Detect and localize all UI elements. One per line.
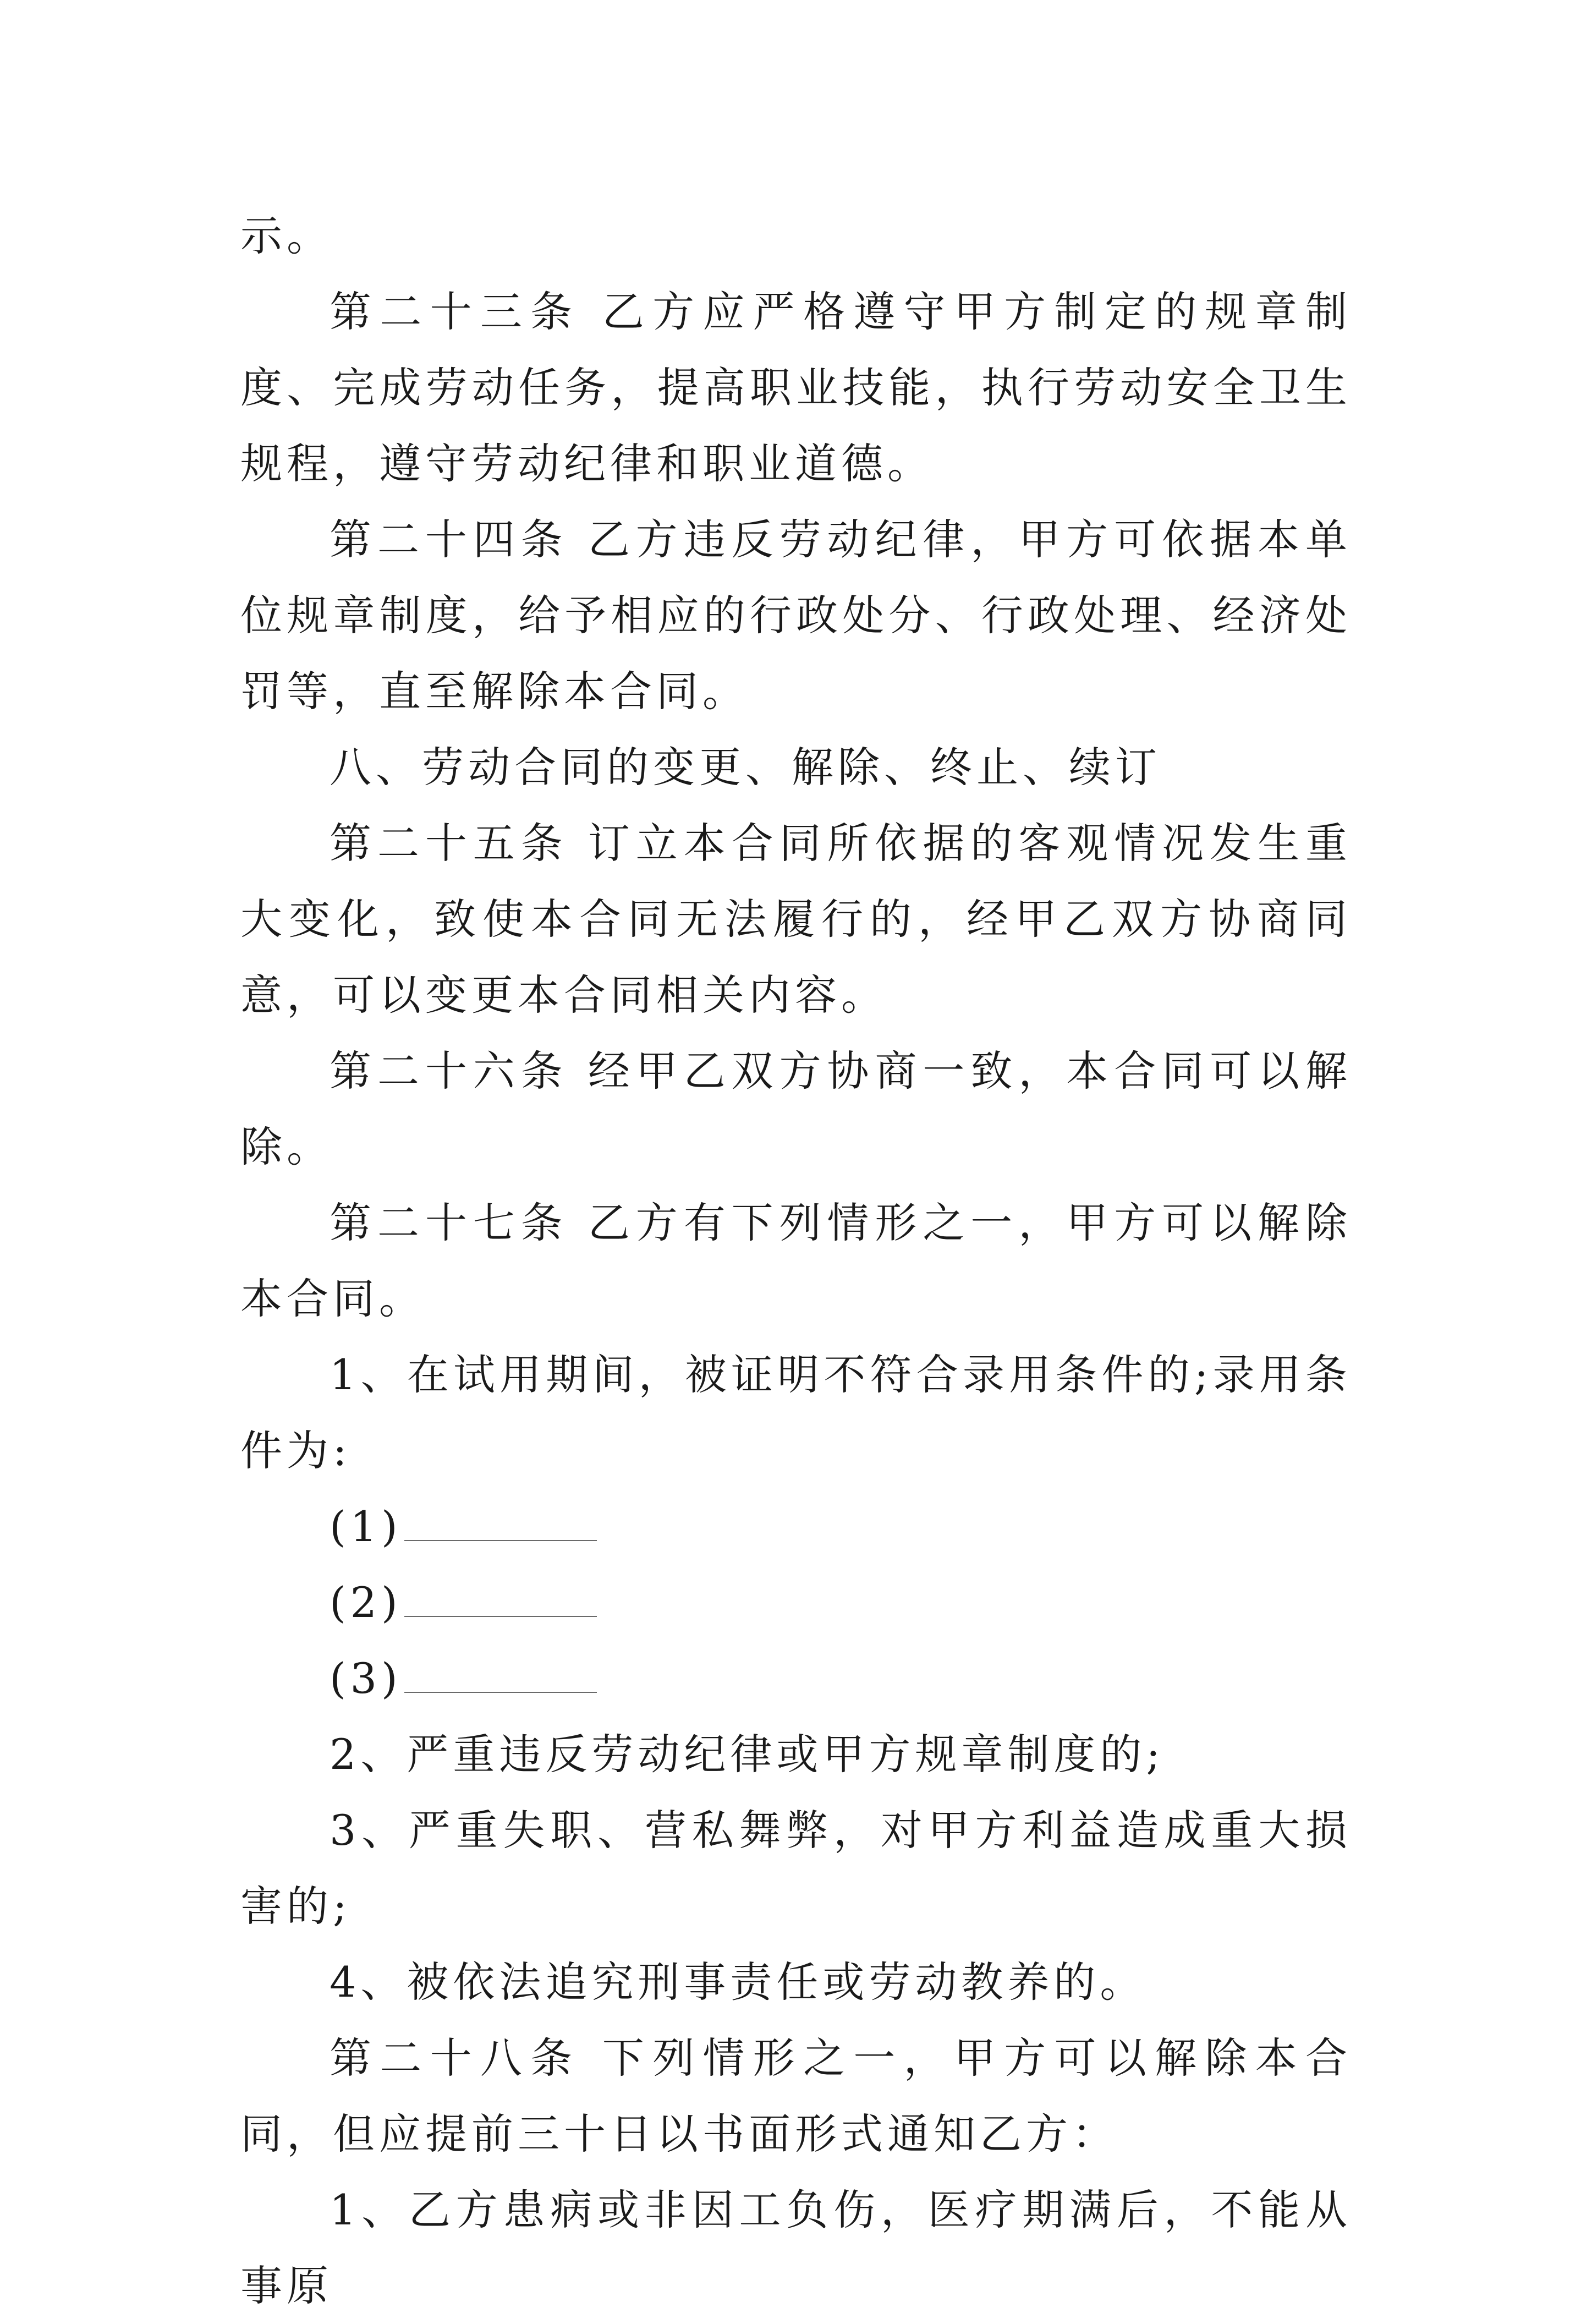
blank-line-2 [404, 1583, 597, 1617]
article-28: 第二十八条 下列情形之一，甲方可以解除本合同，但应提前三十日以书面形式通知乙方： [240, 2034, 1352, 2158]
condition-line-1 [240, 1489, 1352, 1565]
condition-label-2: (2) [330, 1578, 402, 1627]
paragraph-continuation: 示。 [240, 211, 333, 260]
article-28-item-1: 1、乙方患病或非因工负伤，医疗期满后，不能从事原 [240, 2185, 1352, 2310]
blank-line-1 [404, 1507, 597, 1541]
document-body [240, 198, 1352, 2324]
article-27-item-1: 1、在试用期间，被证明不符合录用条件的;录用条件为: [240, 1350, 1352, 1475]
condition-line-2 [240, 1565, 1352, 1641]
condition-line-3 [240, 1641, 1352, 1717]
article-27-item-3: 3、严重失职、营私舞弊，对甲方利益造成重大损害的; [240, 1806, 1352, 1931]
article-24: 第二十四条 乙方违反劳动纪律，甲方可依据本单位规章制度，给予相应的行政处分、行政处理、经济处罚等，直至解除本合同。 [240, 515, 1352, 716]
condition-label-1: (1) [330, 1502, 402, 1551]
article-27: 第二十七条 乙方有下列情形之一，甲方可以解除本合同。 [240, 1198, 1352, 1323]
article-27-item-4: 4、被依法追究刑事责任或劳动教养的。 [330, 1958, 1146, 2007]
section-heading-8: 八、劳动合同的变更、解除、终止、续订 [330, 743, 1161, 792]
article-23: 第二十三条 乙方应严格遵守甲方制定的规章制度、完成劳动任务，提高职业技能，执行劳动安全卫生规程，遵守劳动纪律和职业道德。 [240, 287, 1352, 488]
article-25: 第二十五条 订立本合同所依据的客观情况发生重大变化，致使本合同无法履行的，经甲乙双方协商同意，可以变更本合同相关内容。 [240, 819, 1352, 1020]
blank-line-3 [404, 1659, 597, 1693]
condition-label-3: (3) [330, 1654, 402, 1703]
article-26: 第二十六条 经甲乙双方协商一致，本合同可以解除。 [240, 1046, 1352, 1171]
article-27-item-2: 2、严重违反劳动纪律或甲方规章制度的; [330, 1730, 1165, 1779]
